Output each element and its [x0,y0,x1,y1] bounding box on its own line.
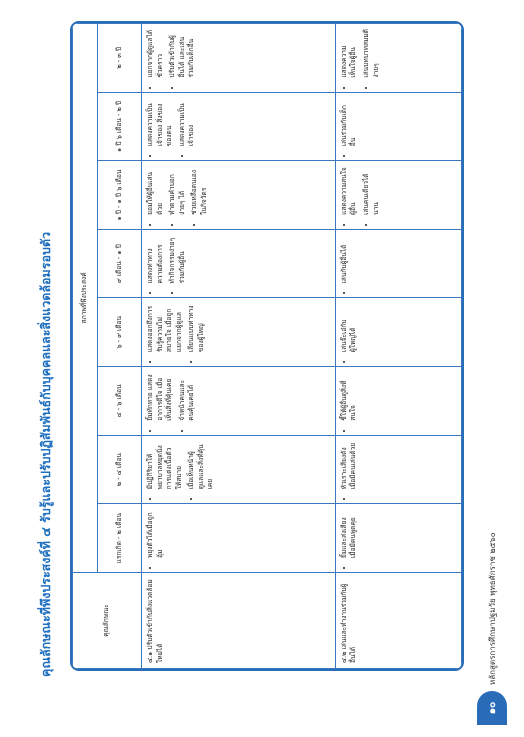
table-cell [335,367,461,436]
page-heading: คุณลักษณะที่พึงประสงค์ที่ ๔ รับรู้และปรับปฏิสัมพันธ์กับบุคคลและสิ่งแวดล้อมรอบตัว [38,231,53,677]
trait-column-header: คุณลักษณะ [73,573,142,669]
list-item: • เล่นบทบาทสมมติง่ายๆ [362,29,381,78]
traits-table [70,21,464,671]
table-cell [142,229,336,298]
table-cell [335,229,461,298]
table-cell [142,504,336,573]
desired-state-header: สภาพที่พึงประสงค์ [73,24,98,573]
table-cell [335,298,461,367]
table-cell [142,161,336,230]
list-item: • มีปฏิกิริยาให้พยาบาลหยุดนิ่ง การแต่งเนื้อตัวให้สบาย [146,441,184,490]
list-item: • ช่วยเหลือตนเองในกิจวัตร [190,166,209,215]
table-cell [142,367,336,436]
table-cell [335,435,461,504]
table-cell [335,161,461,230]
list-item: • ยิ้มและส่งเสียงเมื่อมีคนพูดคุย [340,509,359,558]
list-item: • ทำกิจกรรมง่ายๆ ร่วมกับผู้อื่น [168,235,187,284]
table-cell [142,24,336,93]
list-item: • เล่นกับผู้อื่นได้ [340,235,350,284]
list-item: • แสดงท่าทางความต้องการ [146,235,165,284]
page-number-badge: ๑๐ [477,691,507,725]
age-header: ๒ - ๔ เดือน [98,435,142,504]
list-item: • ชี้ให้ผู้อื่นดูสิ่งที่สนใจ [340,372,359,421]
trait-cell: ๔.๑ ปรับตัวเข้ากับสิ่งแวดล้อมใหม่ได้ [142,573,336,669]
age-header: ๔ - ๖ เดือน [98,367,142,436]
table-row [142,24,336,669]
trait-cell: ๔.๒ เล่นและทำงานร่วมกับผู้อื่นได้ [335,573,461,669]
list-item: • เล่นคนเดียวได้นาน [362,166,381,215]
list-item: • ยอมให้ผู้อื่นเล่นด้วย [146,166,165,215]
list-item: • จำหน้าคนและคนคุ้นเคยได้ [178,372,197,421]
list-item: • เล่นร่วมกับเด็กอื่น [340,98,359,147]
list-item: • ปรับตัวเข้ากับผู้อื่นได้ และเล่นร่วมกับเด็กอื่น [168,29,197,78]
list-item: • แสดงความสนใจผู้อื่น [340,166,359,215]
age-header: ๖ - ๙ เดือน [98,298,142,367]
list-item: • พยุงตัวได้เมื่อถูกอุ้ม [146,509,165,558]
table-cell [335,24,461,93]
list-item: • แยกจากผู้ดูแลได้ชั่วคราว [146,29,165,78]
age-header: ๙ เดือน - ๑ ปี [98,229,142,298]
age-header: ๑ ปี - ๑ ปี ๖ เดือน [98,161,142,230]
table-cell [142,298,336,367]
list-item: • เมื่อเห็นหน้าผู้ดูแลและสิ่งที่คุ้นเคย [187,441,216,490]
table-row [335,24,461,669]
list-item: • เลียนแบบท่าทางของผู้ใหญ่ [187,304,206,353]
table-cell [335,92,461,161]
list-item: • แสดงออกถึงการรับรู้ความไม่สบายใจ เมื่อถูกแยกจากผู้ดูแล [146,304,184,353]
list-item: • แสดงความเป็นเจ้าของ [178,98,197,147]
list-item: • หัวเราะเสียงดังเมื่อมีคนเล่นด้วย [340,441,359,490]
list-item: • แสดงความเป็นเจ้าของ สิ่งของของตน [146,98,175,147]
age-header: ๑ ปี ๖ เดือน - ๒ ปี [98,92,142,161]
age-header: แรกเกิด - ๒ เดือน [98,504,142,573]
age-header: ๒ - ๓ ปี [98,24,142,93]
list-item: • แสดงความเห็นใจผู้อื่น [340,29,359,78]
list-item: • เล่นจ๊ะเอ๋กับผู้ใหญ่ได้ [340,304,359,353]
list-item: • ยิ้มทักทาย แสดงอาการดีใจ เมื่อเห็นสิ่งที่คุ้นเคย [146,372,175,421]
list-item: • ทำตามคำบอกง่ายๆ ได้ [168,166,187,215]
footer-text: หลักสูตรการศึกษาปฐมวัย พุทธศักราช ๒๕๖๐ [488,532,497,685]
table-cell [335,504,461,573]
table-cell [142,435,336,504]
table-cell [142,92,336,161]
